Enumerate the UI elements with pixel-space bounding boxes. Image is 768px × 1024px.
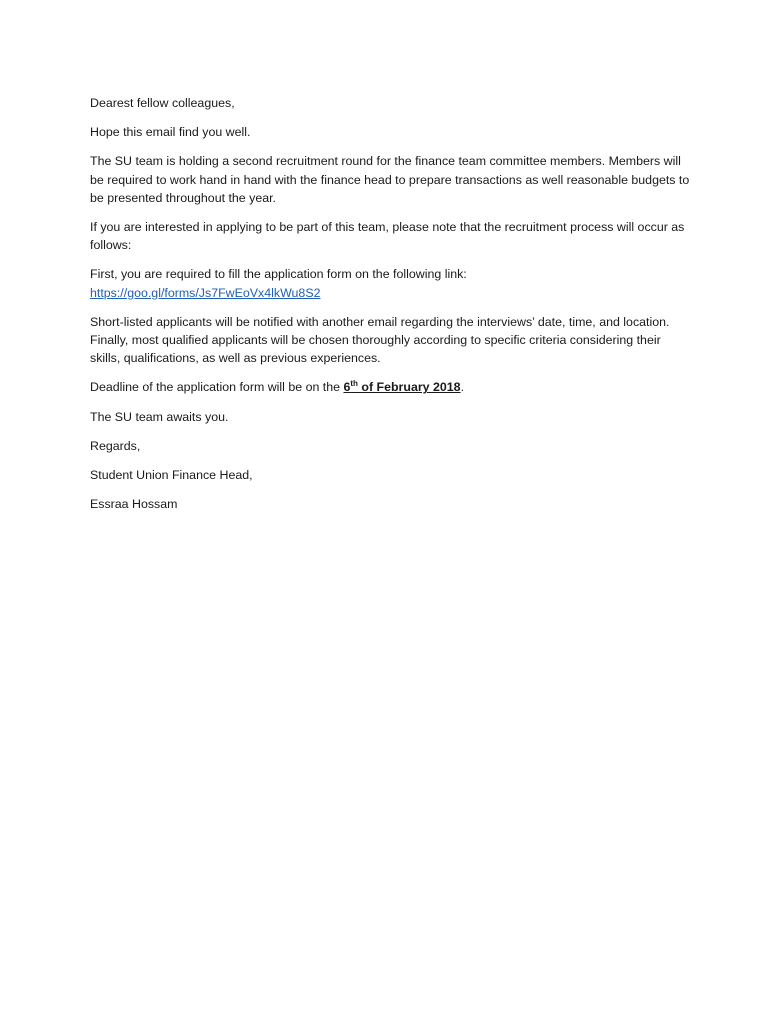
signature-title: Student Union Finance Head, <box>90 468 253 483</box>
closing-line: The SU team awaits you. <box>90 409 229 424</box>
deadline-end: . <box>460 380 465 395</box>
deadline-paragraph <box>90 378 690 396</box>
deadline-day: 6 <box>343 380 351 395</box>
deadline-prefix: Deadline of the application form will be on the <box>90 380 344 395</box>
deadline-date <box>343 380 460 394</box>
process-intro-paragraph: If you are interested in applying to be part of this team, please note that the recruitment process will occur as follows: <box>90 220 685 253</box>
deadline-day-suffix: th <box>350 379 358 389</box>
signature-name: Essraa Hossam <box>90 497 178 512</box>
shortlist-paragraph: Short-listed applicants will be notified with another email regarding the interviews’ date, time, and location. Finally, most qualified applicants will be chosen thoroughly according to specific criteria considering their skills, qualifications, as well as previous experiences. <box>90 314 670 366</box>
application-form-link[interactable]: https://goo.gl/forms/Js7FwEoVx4lkWu8S2 <box>90 285 321 300</box>
deadline-month-year: of February 2018 <box>357 380 461 395</box>
regards-line: Regards, <box>90 438 141 453</box>
intro-paragraph: The SU team is holding a second recruitment round for the finance team committee members. Members will be required to work hand in hand with the finance head to prepare transactions as well reasonable budgets to be presented throughout the year. <box>90 154 690 205</box>
email-body <box>90 94 690 524</box>
greeting: Dearest fellow colleagues, <box>90 96 235 110</box>
first-step-text: First, you are required to fill the application form on the following link: <box>90 267 467 282</box>
first-step-paragraph <box>90 265 690 301</box>
wish-line: Hope this email find you well. <box>90 125 251 140</box>
